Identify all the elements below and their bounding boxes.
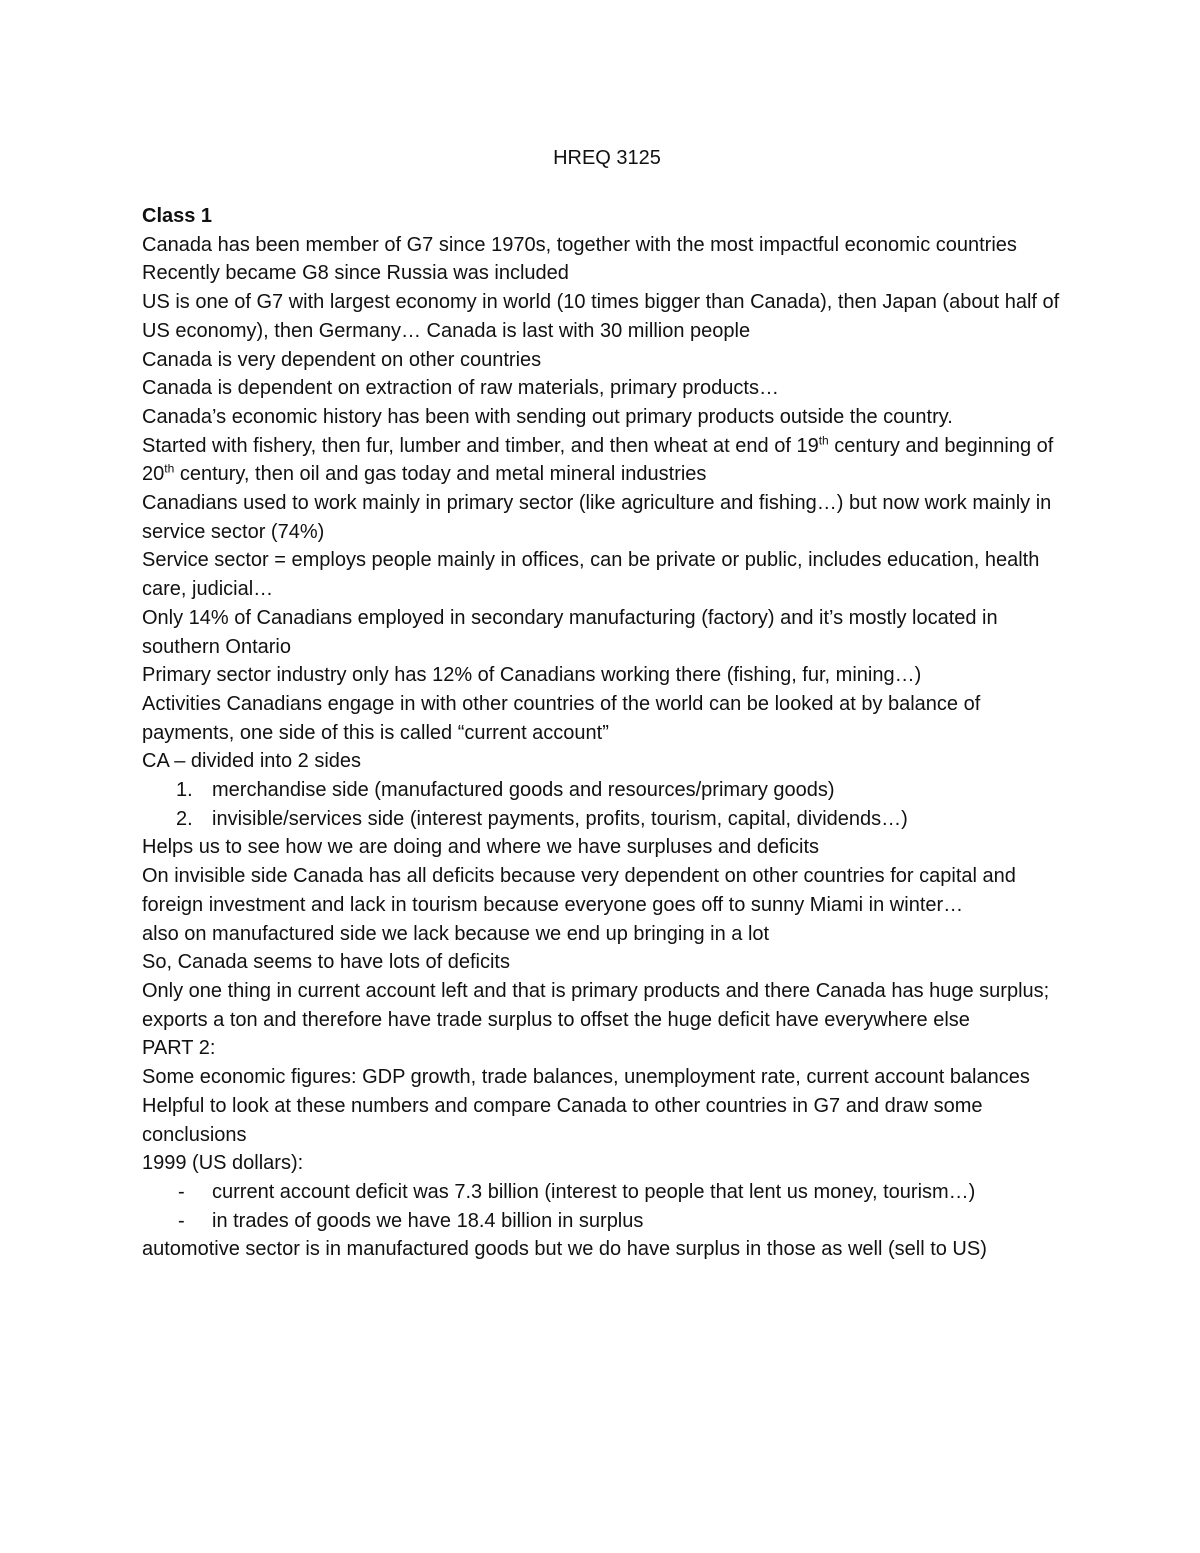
paragraph: Activities Canadians engage in with other countries of the world can be looked at by balance of payments, one side of this is called “current account” [142,692,981,744]
paragraph: On invisible side Canada has all deficits because very dependent on other countries for capital and foreign investment and lack in tourism because everyone goes off to sunny Miami in winter… [142,865,1016,916]
history-text-2: century and beginning of 20 [142,434,1054,486]
list-dash: - [178,1209,185,1232]
paragraph: Only one thing in current account left and that is primary products and there Canada has huge surplus; exports a ton and therefore have trade surplus to offset the huge deficit have everywhere else [142,979,1050,1031]
list-item-text: current account deficit was 7.3 billion (interest to people that lent us money, tourism…) [212,1180,976,1203]
list-item-text: merchandise side (manufactured goods and resources/primary goods) [212,779,835,802]
superscript: th [818,432,829,447]
paragraph: Helpful to look at these numbers and compare Canada to other countries in G7 and draw some conclusions [142,1094,983,1146]
paragraph: automotive sector is in manufactured goods but we do have surplus in those as well (sell to US) [142,1238,987,1261]
part-heading: PART 2: [142,1037,216,1060]
list-number: 2. [176,807,193,830]
paragraph: Helps us to see how we are doing and where we have surpluses and deficits [142,836,820,859]
list-item [142,1207,1072,1236]
list-dash: - [178,1180,185,1203]
list-item-text: invisible/services side (interest payments, profits, tourism, capital, dividends…) [212,807,908,830]
section-heading: Class 1 [142,205,213,227]
paragraph: Canadians used to work mainly in primary sector (like agriculture and fishing…) but now work mainly in service sector (74%) [142,492,1052,543]
paragraph: Canada’s economic history has been with sending out primary products outside the country. [142,405,953,428]
list-number: 1. [176,779,193,802]
paragraph: Only 14% of Canadians employed in secondary manufacturing (factory) and it’s mostly located in southern Ontario [142,606,998,658]
paragraph: Recently became G8 since Russia was included [142,262,569,285]
document-page [142,142,1072,1264]
list-item [142,1178,1072,1207]
history-text-1: Started with fishery, then fur, lumber and timber, and then wheat at end of 19 [142,434,819,457]
paragraph: US is one of G7 with largest economy in world (10 times bigger than Canada), then Japan (about half of US economy), then Germany… Canada is last with 30 million people [142,291,1060,342]
superscript: th [164,461,175,476]
paragraph: CA – divided into 2 sides [142,750,362,773]
paragraph: Service sector = employs people mainly in offices, can be private or public, includes education, health care, judicial… [142,549,1040,601]
paragraph: 1999 (US dollars): [142,1152,304,1175]
paragraph: Primary sector industry only has 12% of Canadians working there (fishing, fur, mining…) [142,664,922,687]
dashed-list [142,1178,1072,1235]
list-item [142,776,1072,805]
paragraph: So, Canada seems to have lots of deficits [142,951,510,974]
list-item-text: in trades of goods we have 18.4 billion in surplus [212,1209,644,1232]
numbered-list [142,776,1072,833]
paragraph: also on manufactured side we lack because we end up bringing in a lot [142,922,770,945]
paragraph: Some economic figures: GDP growth, trade balances, unemployment rate, current account balances [142,1066,1030,1089]
document-title: HREQ 3125 [553,147,661,169]
history-text-3: century, then oil and gas today and metal mineral industries [174,463,707,486]
paragraph: Canada has been member of G7 since 1970s, together with the most impactful economic countries [142,233,1017,256]
list-item [142,805,1072,834]
paragraph: Canada is very dependent on other countries [142,348,542,371]
paragraph: Canada is dependent on extraction of raw materials, primary products… [142,377,779,400]
history-paragraph [142,432,1072,489]
